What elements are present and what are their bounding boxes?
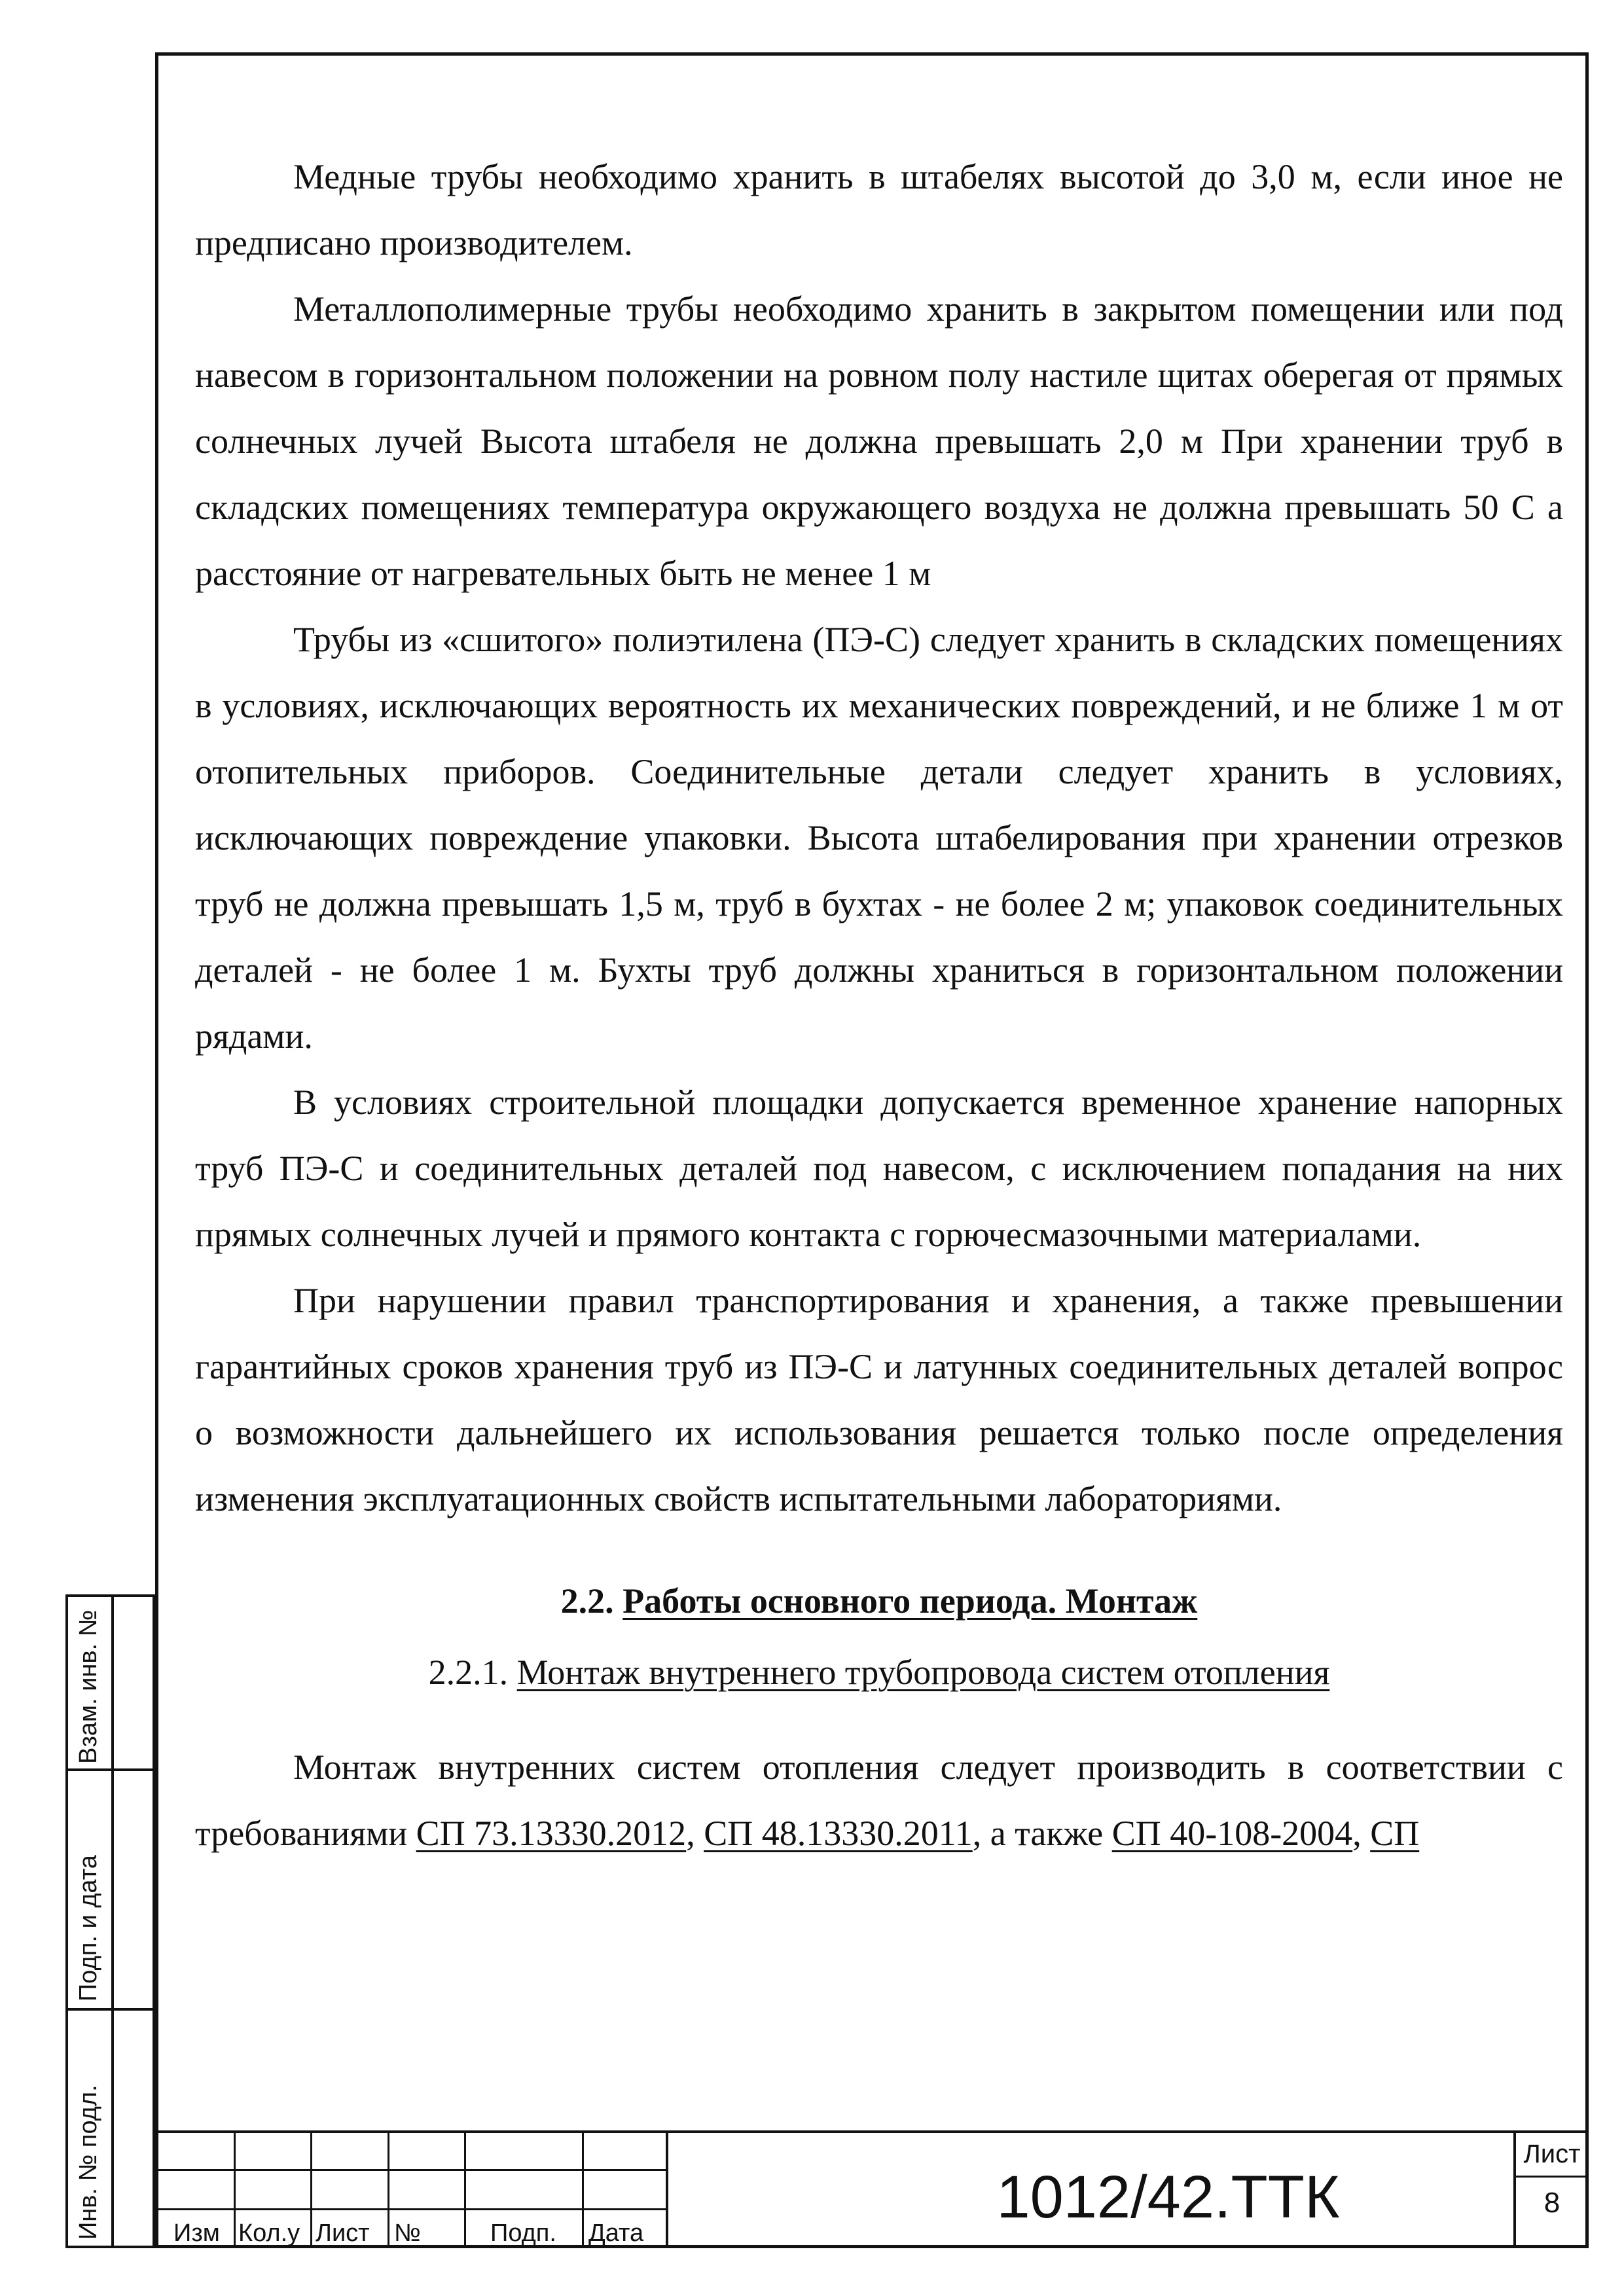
text-fragment: , <box>686 1814 704 1853</box>
title-block <box>155 2130 1589 2248</box>
section-heading-2-2 <box>195 1568 1563 1634</box>
stamp-cell-podp <box>65 1768 155 2011</box>
sheet-number-box <box>1513 2133 1588 2248</box>
stamp-label-vzam: Взам. инв. № <box>75 1609 102 1764</box>
reference-link-sp-continued[interactable]: СП <box>1370 1814 1420 1853</box>
subsection-heading-2-2-1 <box>195 1640 1563 1706</box>
paragraph-copper-pipes: Медные трубы необходимо хранить в штабелях высотой до 3,0 м, если иное не предписано производителем. <box>195 157 1563 262</box>
reference-link-sp40[interactable]: СП 40-108-2004 <box>1111 1814 1353 1853</box>
sheet-number: 8 <box>1543 2187 1561 2219</box>
column-header-kolu: Кол.у <box>238 2219 300 2247</box>
document-body <box>195 144 1563 1867</box>
stamp-cell-inv <box>65 2008 155 2248</box>
column-header-data: Дата <box>588 2219 644 2247</box>
reference-link-sp48[interactable]: СП 48.13330.2011 <box>704 1814 973 1853</box>
stamp-label-inv: Инв. № подл. <box>75 2085 102 2240</box>
section-number: 2.2. <box>560 1581 623 1621</box>
text-fragment: Монтаж внутренних систем отопления следует производить в соответствии с требованиями <box>195 1748 1563 1853</box>
paragraph-metal-polymer-pipes: Металлополимерные трубы необходимо хранить в закрытом помещении или под навесом в горизонтальном положении на ровном полу настиле щитах оберегая от прямых солнечных лучей Высота штабеля не должна превышать 2,0 м При хранении труб в складских помещениях температура окружающего воздуха не должна превышать 50 С а расстояние от нагревательных быть не менее 1 м <box>195 289 1563 593</box>
column-header-num: № <box>394 2219 421 2247</box>
paragraph-pex-pipes: Трубы из «сшитого» полиэтилена (ПЭ-С) следует хранить в складских помещениях в условиях, исключающих вероятность их механических повреждений, и не ближе 1 м от отопительных приборов. Соединительные детали следует хранить в условиях, исключающих повреждение упаковки. Высота штабелирования при хранении отрезков труб не должна превышать 1,5 м, труб в бухтах - не более 2 м; упаковок соединительных деталей - не более 1 м. Бухты труб должны храниться в горизонтальном положении рядами. <box>195 620 1563 1056</box>
left-margin-stamp <box>65 1594 155 2248</box>
paragraph-site-storage: В условиях строительной площадки допускается временное хранение напорных труб ПЭ-С и соединительных деталей под навесом, с исключением попадания на них прямых солнечных лучей и прямого контакта с горючесмазочными материалами. <box>195 1083 1563 1254</box>
text-fragment: , а также <box>972 1814 1112 1853</box>
stamp-cell-vzam <box>65 1594 155 1771</box>
text-fragment: , <box>1352 1814 1371 1853</box>
column-header-podp: Подп. <box>490 2219 556 2247</box>
section-title: Работы основного периода. Монтаж <box>623 1581 1198 1621</box>
stamp-label-podp: Подп. и дата <box>75 1855 102 2001</box>
document-code: 1012/42.ТТК <box>996 2163 1340 2231</box>
column-header-izm: Изм <box>173 2219 220 2247</box>
subsection-number: 2.2.1. <box>428 1653 517 1692</box>
paragraph-violations: При нарушении правил транспортирования и хранения, а также превышении гарантийных сроков хранения труб из ПЭ-С и латунных соединительных деталей вопрос о возможности дальнейшего их использования решается только после определения изменения эксплуатационных свойств испытательными лабораториями. <box>195 1281 1563 1518</box>
paragraph-installation-requirements <box>195 1734 1563 1867</box>
revision-table <box>155 2133 666 2251</box>
reference-link-sp73[interactable]: СП 73.13330.2012 <box>416 1814 687 1853</box>
subsection-title: Монтаж внутреннего трубопровода систем отопления <box>516 1653 1330 1692</box>
column-header-list: Лист <box>316 2219 370 2247</box>
sheet-label: Лист <box>1523 2140 1581 2168</box>
